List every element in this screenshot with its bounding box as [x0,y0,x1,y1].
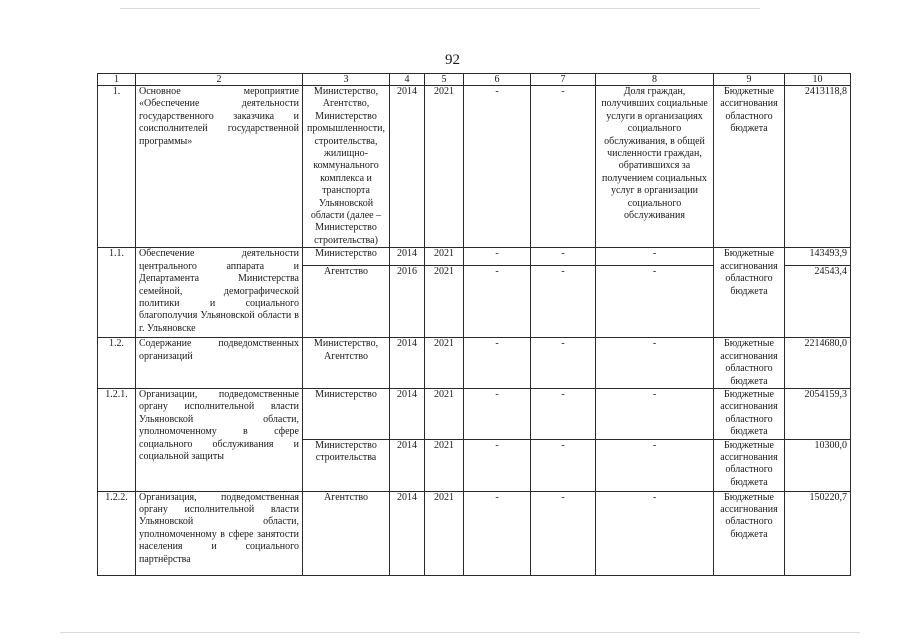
row-indicator: - [596,491,714,575]
row-col6: - [464,86,531,248]
row-end-year: 2021 [425,439,464,491]
row-col7: - [531,388,596,439]
row-name: Организации, подведомственные органу исполнительной власти Ульяновской области, уполномоченному в сфере социального обслуживания и социальной защиты [136,388,303,491]
row-name: Организация, подведомственная органу исполнительной власти Ульяновской области, уполномоченному в сфере занятости населения и социального партнёрства [136,491,303,575]
row-start-year: 2014 [390,388,425,439]
header-cell: 3 [303,74,390,86]
row-source: Бюджетные ассигнования областного бюджета [714,388,785,439]
row-end-year: 2021 [425,491,464,575]
row-executor: Министерство [303,248,390,266]
row-value: 2214680,0 [785,338,851,389]
header-cell: 9 [714,74,785,86]
row-col6: - [464,248,531,266]
row-col6: - [464,439,531,491]
row-col6: - [464,491,531,575]
row-executor: Агентство [303,266,390,338]
header-cell: 1 [98,74,136,86]
row-col7: - [531,439,596,491]
row-source: Бюджетные ассигнования областного бюджета [714,491,785,575]
row-indicator: - [596,266,714,338]
table-row [98,86,851,248]
row-value: 24543,4 [785,266,851,338]
header-cell: 4 [390,74,425,86]
row-col7: - [531,86,596,248]
row-value: 143493,9 [785,248,851,266]
row-value: 150220,7 [785,491,851,575]
row-col6: - [464,266,531,338]
row-name: Обеспечение деятельности центрального аппарата и Департамента Министерства семейной, демографической политики и социального благополучия Ульяновской области в г. Ульяновске [136,248,303,338]
header-cell: 10 [785,74,851,86]
row-end-year: 2021 [425,248,464,266]
row-col6: - [464,388,531,439]
row-name: Содержание подведомственных организаций [136,338,303,389]
table-row [98,388,851,439]
row-source: Бюджетные ассигнования областного бюджета [714,86,785,248]
row-number: 1.1. [98,248,136,338]
row-executor: Министерство, Агентство, Министерство промышленности, строительства, жилищно-коммунального комплекса и транспорта Ульяновской области (далее – Министерство строительства) [303,86,390,248]
row-executor: Министерство строительства [303,439,390,491]
row-start-year: 2014 [390,248,425,266]
header-cell: 5 [425,74,464,86]
row-number: 1.2. [98,338,136,389]
row-indicator: Доля граждан, получивших социальные услуги в организациях социального обслуживания, в общей численности граждан, обратившихся за получением социальных услуг в организации социального обслуживания [596,86,714,248]
row-source: Бюджетные ассигнования областного бюджета [714,248,785,338]
table-header-row [98,74,851,86]
row-number: 1.2.1. [98,388,136,491]
table-row [98,338,851,389]
row-name: Основное мероприятие «Обеспечение деятельности государственного заказчика и соисполнителей государственной программы» [136,86,303,248]
row-number: 1. [98,86,136,248]
row-col7: - [531,338,596,389]
row-end-year: 2021 [425,338,464,389]
row-start-year: 2014 [390,439,425,491]
row-executor: Агентство [303,491,390,575]
row-number: 1.2.2. [98,491,136,575]
row-col7: - [531,248,596,266]
row-end-year: 2021 [425,388,464,439]
header-cell: 2 [136,74,303,86]
row-value: 10300,0 [785,439,851,491]
row-col7: - [531,491,596,575]
scan-artifact-bottom [60,632,860,633]
row-indicator: - [596,248,714,266]
header-cell: 6 [464,74,531,86]
row-value: 2413118,8 [785,86,851,248]
page-number: 92 [445,52,460,68]
row-col7: - [531,266,596,338]
row-start-year: 2016 [390,266,425,338]
program-table [97,73,851,576]
row-indicator: - [596,388,714,439]
table-row [98,248,851,266]
scan-artifact-top [120,8,760,9]
row-start-year: 2014 [390,338,425,389]
row-executor: Министерство [303,388,390,439]
row-value: 2054159,3 [785,388,851,439]
row-end-year: 2021 [425,86,464,248]
row-start-year: 2014 [390,491,425,575]
row-col6: - [464,338,531,389]
row-indicator: - [596,439,714,491]
table-row [98,491,851,575]
row-source: Бюджетные ассигнования областного бюджета [714,439,785,491]
row-indicator: - [596,338,714,389]
header-cell: 7 [531,74,596,86]
row-start-year: 2014 [390,86,425,248]
row-end-year: 2021 [425,266,464,338]
header-cell: 8 [596,74,714,86]
row-source: Бюджетные ассигнования областного бюджета [714,338,785,389]
row-executor: Министерство, Агентство [303,338,390,389]
